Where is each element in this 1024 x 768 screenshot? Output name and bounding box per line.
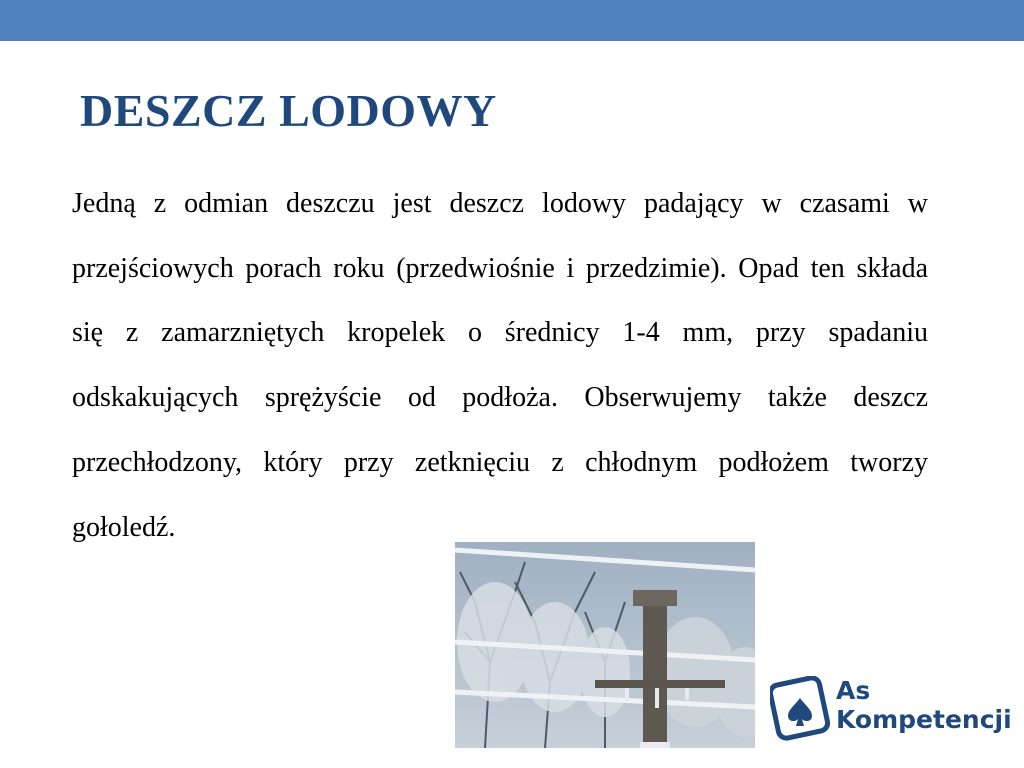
ice-covered-trees-photo: [455, 542, 755, 748]
logo-line-1: As: [836, 676, 871, 705]
slide-body-text: Jedną z odmian deszczu jest deszcz lodowy padający w czasami w przejściowych porach roku (przedwiośnie i przedzimie). Opad ten składa się z zamarzniętych kropelek o średnicy 1-4 mm, przy spadaniu odskakujących sprężyście od podłoża. Obserwujemy także deszcz przechłodzony, który przy zetknięciu z chłodnym podłożem tworzy gołoledź.: [72, 188, 928, 543]
logo-line-2: Kompetencji: [836, 705, 1012, 734]
logo-text: [836, 676, 1012, 734]
top-accent-bar: [0, 0, 1024, 41]
slide-title: DESZCZ LODOWY: [80, 85, 497, 136]
as-kompetencji-logo: [770, 676, 1012, 742]
spade-card-icon: [770, 676, 830, 742]
